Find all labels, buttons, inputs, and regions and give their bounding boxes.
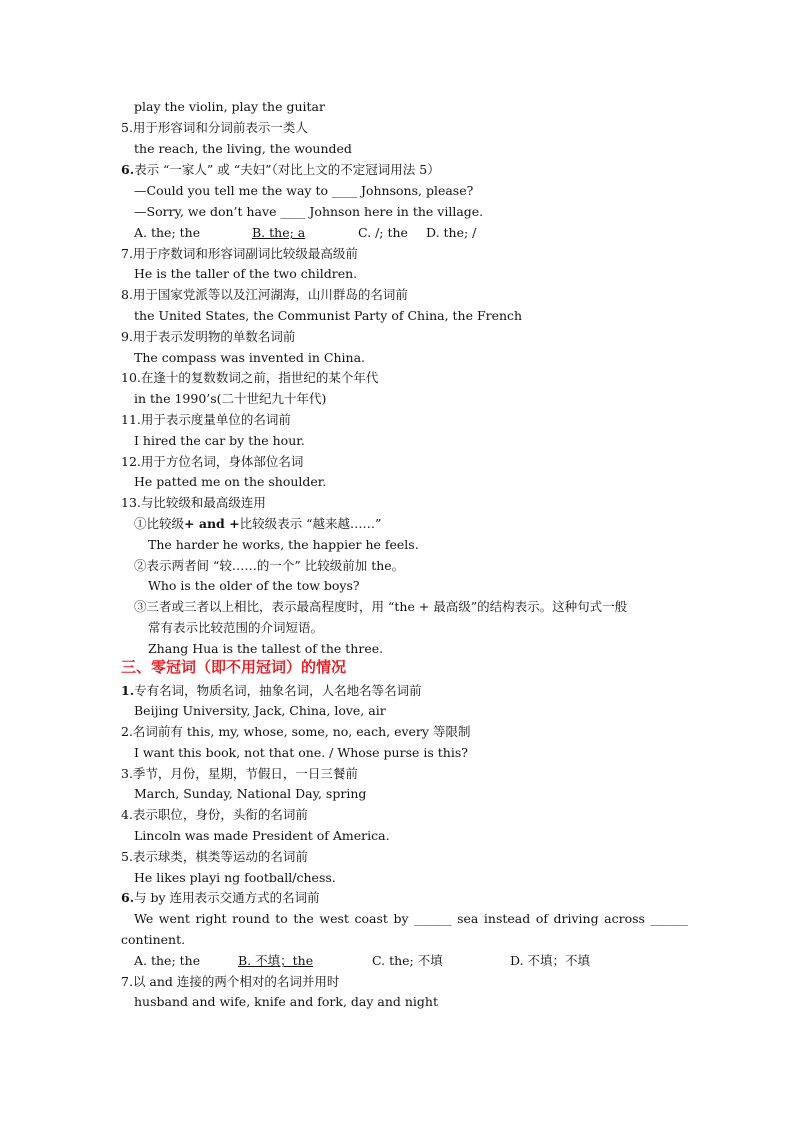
sub-rule <box>134 516 381 532</box>
text-line: Lincoln was made President of America. <box>134 828 390 843</box>
option-b: B. the; a <box>252 225 306 240</box>
rule-title: 9.用于表示发明物的单数名词前 <box>121 329 296 344</box>
rule-title <box>121 890 320 906</box>
rule-title: 11.用于表示度量单位的名词前 <box>121 412 291 427</box>
rule-title <box>121 162 440 178</box>
rule-text: 专有名词，物质名词，抽象名词，人名地名等名词前 <box>134 683 422 698</box>
rule-title: 3.季节，月份，星期，节假日，一日三餐前 <box>121 766 358 781</box>
rule-title: 4.表示职位，身份，头衔的名词前 <box>121 807 308 822</box>
text-line: The harder he works, the happier he feels. <box>148 537 419 552</box>
text-line: I want this book, not that one. / Whose purse is this? <box>134 745 468 760</box>
rule-title: 10.在逢十的复数数词之前，指世纪的某个年代 <box>121 370 379 385</box>
text-line: March, Sunday, National Day, spring <box>134 786 367 801</box>
rule-number: 6. <box>121 162 135 177</box>
text-line: The compass was invented in China. <box>134 350 365 365</box>
text-line: He is the taller of the two children. <box>134 266 358 281</box>
text-line: continent. <box>121 932 186 947</box>
rule-title: 8.用于国家党派等以及江河湖海，山川群岛的名词前 <box>121 287 408 302</box>
rule-title: 5.用于形容词和分词前表示一类人 <box>121 120 308 135</box>
text-line: He patted me on the shoulder. <box>134 474 327 489</box>
sub-rule-text: 比较级表示 “越来越……” <box>239 516 382 531</box>
text-line: —Sorry, we don’t have ____ Johnson here in the village. <box>134 204 484 219</box>
text-line: I hired the car by the hour. <box>134 433 305 448</box>
rule-number: 6. <box>121 890 135 905</box>
sub-rule: ②表示两者间 “较……的一个” 比较级前加 the。 <box>134 558 405 573</box>
text-line: Beijing University, Jack, China, love, air <box>134 703 386 718</box>
text-line: He likes playi ng football/chess. <box>134 870 336 885</box>
rule-title <box>121 683 422 699</box>
rule-text: 与 by 连用表示交通方式的名词前 <box>134 890 320 905</box>
text-line: We went right round to the west coast by ______ sea instead of driving across ______ <box>134 911 688 926</box>
option-c: C. the; 不填 <box>372 953 443 968</box>
rule-title: 2.名词前有 this, my, whose, some, no, each, every 等限制 <box>121 724 471 739</box>
sub-rule: ③三者或三者以上相比，表示最高程度时，用 “the + 最高级”的结构表示。这种句式一般 <box>134 599 628 614</box>
text-line: in the 1990’s(二十世纪九十年代) <box>134 391 327 406</box>
option-a: A. the; the <box>134 953 201 968</box>
text-line: Who is the older of the tow boys? <box>148 578 360 593</box>
rule-title: 13.与比较级和最高级连用 <box>121 495 266 510</box>
text-line: husband and wife, knife and fork, day and night <box>134 994 438 1009</box>
rule-title: 7.用于序数词和形容词副词比较级最高级前 <box>121 246 358 261</box>
option-c: C. /; the <box>358 225 408 240</box>
option-a: A. the; the <box>134 225 201 240</box>
option-b: B. 不填；the <box>238 953 314 968</box>
answer-options <box>134 225 476 241</box>
rule-number: 1. <box>121 683 135 698</box>
text-line: —Could you tell me the way to ____ Johnsons, please? <box>134 183 474 198</box>
text-line: 常有表示比较范围的介词短语。 <box>148 620 324 635</box>
answer-options <box>134 953 590 969</box>
section-heading: 三、零冠词（即不用冠词）的情况 <box>121 658 347 676</box>
option-d: D. the; / <box>426 225 477 240</box>
option-d: D. 不填；不填 <box>510 953 591 968</box>
sub-rule-text: ①比较级 <box>134 516 185 531</box>
bold-and: + and + <box>184 516 240 531</box>
rule-text: 表示 “一家人” 或 “夫妇”（对比上文的不定冠词用法 5） <box>134 162 440 177</box>
rule-title: 7.以 and 连接的两个相对的名词并用时 <box>121 974 340 989</box>
text-line: the reach, the living, the wounded <box>134 141 352 156</box>
rule-title: 12.用于方位名词，身体部位名词 <box>121 454 304 469</box>
text-line: the United States, the Communist Party of China, the French <box>134 308 523 323</box>
rule-title: 5.表示球类，棋类等运动的名词前 <box>121 849 308 864</box>
text-line: play the violin, play the guitar <box>134 99 325 114</box>
text-line: Zhang Hua is the tallest of the three. <box>148 641 384 656</box>
